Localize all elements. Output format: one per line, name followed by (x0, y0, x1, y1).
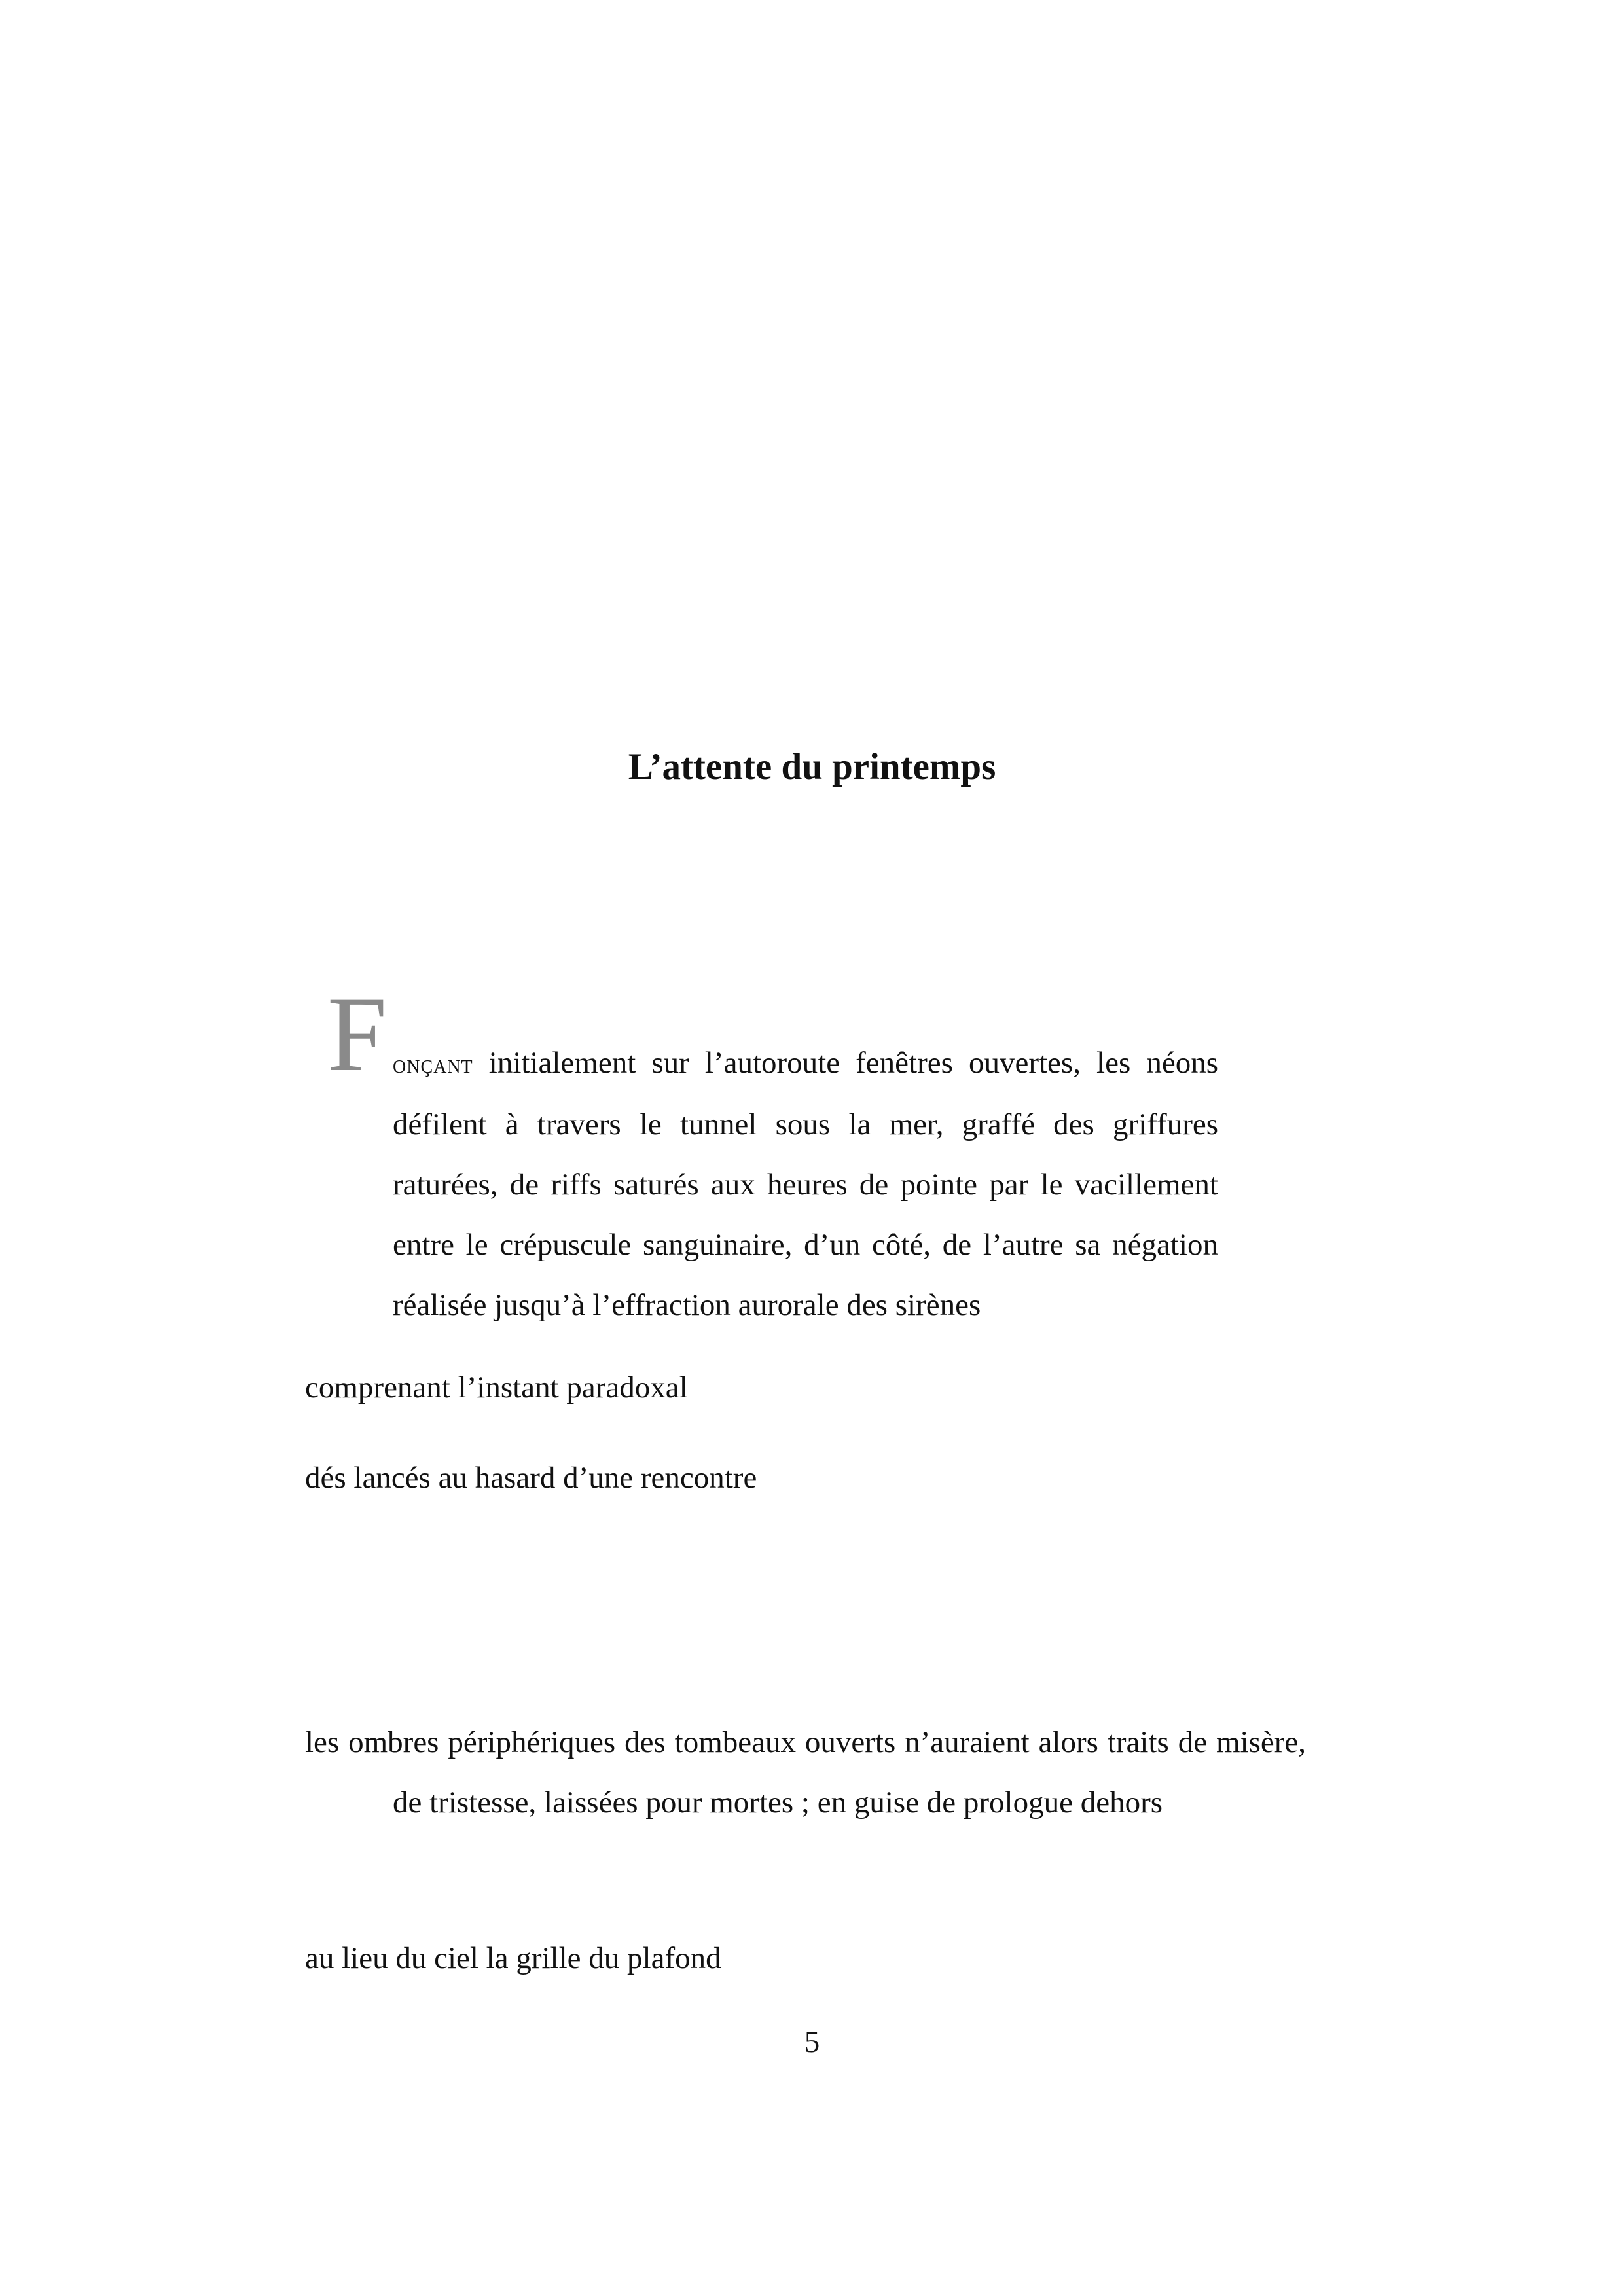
stanza-1-smallcaps: onçant (393, 1049, 473, 1079)
poem-title: L’attente du printemps (628, 746, 996, 787)
stanza-1 (305, 1033, 1218, 1335)
stanza-3: dés lancés au hasard d’une rencontre (305, 1461, 757, 1495)
page-number: 5 (804, 2025, 820, 2059)
drop-cap-letter: F (327, 975, 388, 1094)
stanza-5: au lieu du ciel la grille du plafond (305, 1941, 721, 1975)
stanza-2: comprenant l’instant paradoxal (305, 1371, 688, 1405)
stanza-4: les ombres périphériques des tombeaux ouverts n’auraient alors traits de misère, de tristesse, laissées pour mortes ; en guise de prologue dehors (305, 1725, 1306, 1820)
stanza-1-text: initialement sur l’autoroute fenêtres ouvertes, les néons défilent à travers le tunnel sous la mer, graffé des griffures raturées, de riffs saturés aux heures de pointe par le vacillement entre le crépuscule sanguinaire, d’un côté, de l’autre sa négation réalisée jusqu’à l’effraction aurorale des sirènes (393, 1046, 1218, 1322)
